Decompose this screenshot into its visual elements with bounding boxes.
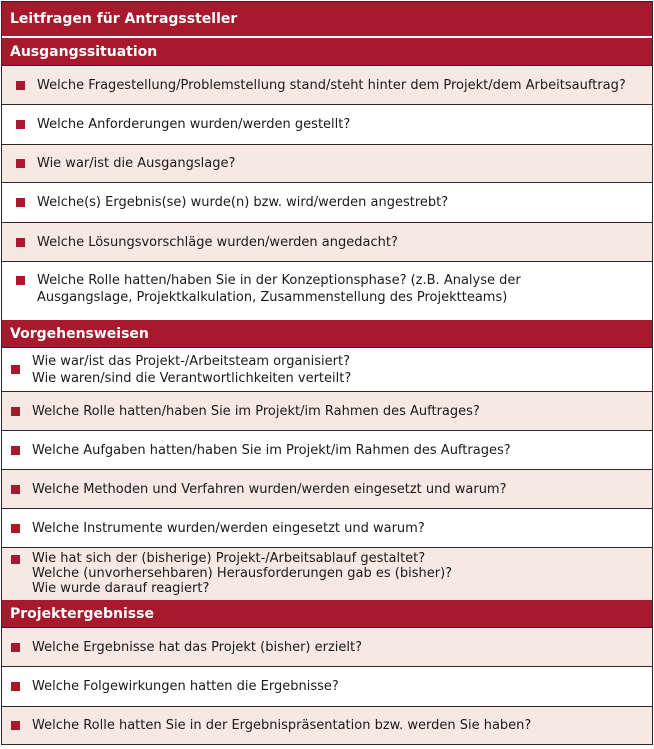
- square-bullet-icon: [11, 485, 20, 494]
- question-row: [2, 183, 652, 223]
- square-bullet-icon: [11, 555, 20, 564]
- question-text: Wie war/ist das Projekt-/Arbeitsteam organisiert? Wie waren/sind die Verantwortlichkeiten verteilt?: [32, 353, 352, 386]
- table-title: Leitfragen für Antragssteller: [2, 2, 652, 38]
- question-text: Welche Fragestellung/Problemstellung stand/steht hinter dem Projekt/dem Arbeitsauftrag?: [37, 77, 626, 93]
- section-vorgehensweisen: [2, 348, 652, 600]
- question-text: Welche Rolle hatten/haben Sie im Projekt/im Rahmen des Auftrages?: [32, 403, 480, 419]
- section-ausgangssituation: [2, 66, 652, 320]
- question-row: [2, 66, 652, 105]
- square-bullet-icon: [11, 682, 20, 691]
- square-bullet-icon: [11, 721, 20, 730]
- square-bullet-icon: [16, 238, 25, 247]
- question-text: Wie hat sich der (bisherige) Projekt-/Arbeitsablauf gestaltet? Welche (unvorhersehbaren) Herausforderungen gab es (bisher)? Wie wurde darauf reagiert?: [32, 551, 453, 596]
- question-row: [2, 105, 652, 145]
- question-row: [2, 707, 652, 744]
- question-row: [2, 470, 652, 509]
- question-text: Welche Ergebnisse hat das Projekt (bisher) erzielt?: [32, 639, 363, 655]
- question-text: Wie war/ist die Ausgangslage?: [37, 156, 236, 171]
- question-text: Welche Instrumente wurden/werden eingesetzt und warum?: [32, 520, 425, 536]
- question-row: [2, 431, 652, 470]
- square-bullet-icon: [11, 524, 20, 533]
- question-row: [2, 628, 652, 667]
- square-bullet-icon: [11, 407, 20, 416]
- question-row: [2, 548, 652, 600]
- square-bullet-icon: [16, 81, 25, 90]
- question-text: Welche Folgewirkungen hatten die Ergebnisse?: [32, 679, 339, 694]
- question-row: [2, 509, 652, 548]
- square-bullet-icon: [16, 198, 25, 207]
- square-bullet-icon: [11, 446, 20, 455]
- square-bullet-icon: [16, 120, 25, 129]
- square-bullet-icon: [11, 643, 20, 652]
- section-heading-projektergebnisse: Projektergebnisse: [2, 600, 652, 628]
- square-bullet-icon: [11, 365, 20, 374]
- question-text: Welche Rolle hatten Sie in der Ergebnispräsentation bzw. werden Sie haben?: [32, 718, 532, 733]
- square-bullet-icon: [16, 159, 25, 168]
- question-row: [2, 667, 652, 707]
- question-row: [2, 262, 652, 320]
- section-heading-ausgangssituation: Ausgangssituation: [2, 38, 652, 66]
- question-row: [2, 392, 652, 431]
- question-text: Welche Lösungsvorschläge wurden/werden angedacht?: [37, 234, 398, 250]
- questions-table: [1, 1, 653, 745]
- section-heading-vorgehensweisen: Vorgehensweisen: [2, 320, 652, 348]
- question-text: Welche Methoden und Verfahren wurden/werden eingesetzt und warum?: [32, 481, 507, 497]
- question-row: [2, 348, 652, 392]
- question-row: [2, 223, 652, 262]
- question-text: Welche Anforderungen wurden/werden gestellt?: [37, 117, 351, 132]
- question-row: [2, 145, 652, 183]
- square-bullet-icon: [16, 276, 25, 285]
- question-text: Welche Aufgaben hatten/haben Sie im Projekt/im Rahmen des Auftrages?: [32, 442, 511, 458]
- question-text: Welche(s) Ergebnis(se) wurde(n) bzw. wird/werden angestrebt?: [37, 195, 449, 210]
- section-projektergebnisse: [2, 628, 652, 744]
- question-text: Welche Rolle hatten/haben Sie in der Konzeptionsphase? (z.B. Analyse der Ausgangslage, Projektkalkulation, Zusammenstellung des Projektteams): [37, 273, 521, 305]
